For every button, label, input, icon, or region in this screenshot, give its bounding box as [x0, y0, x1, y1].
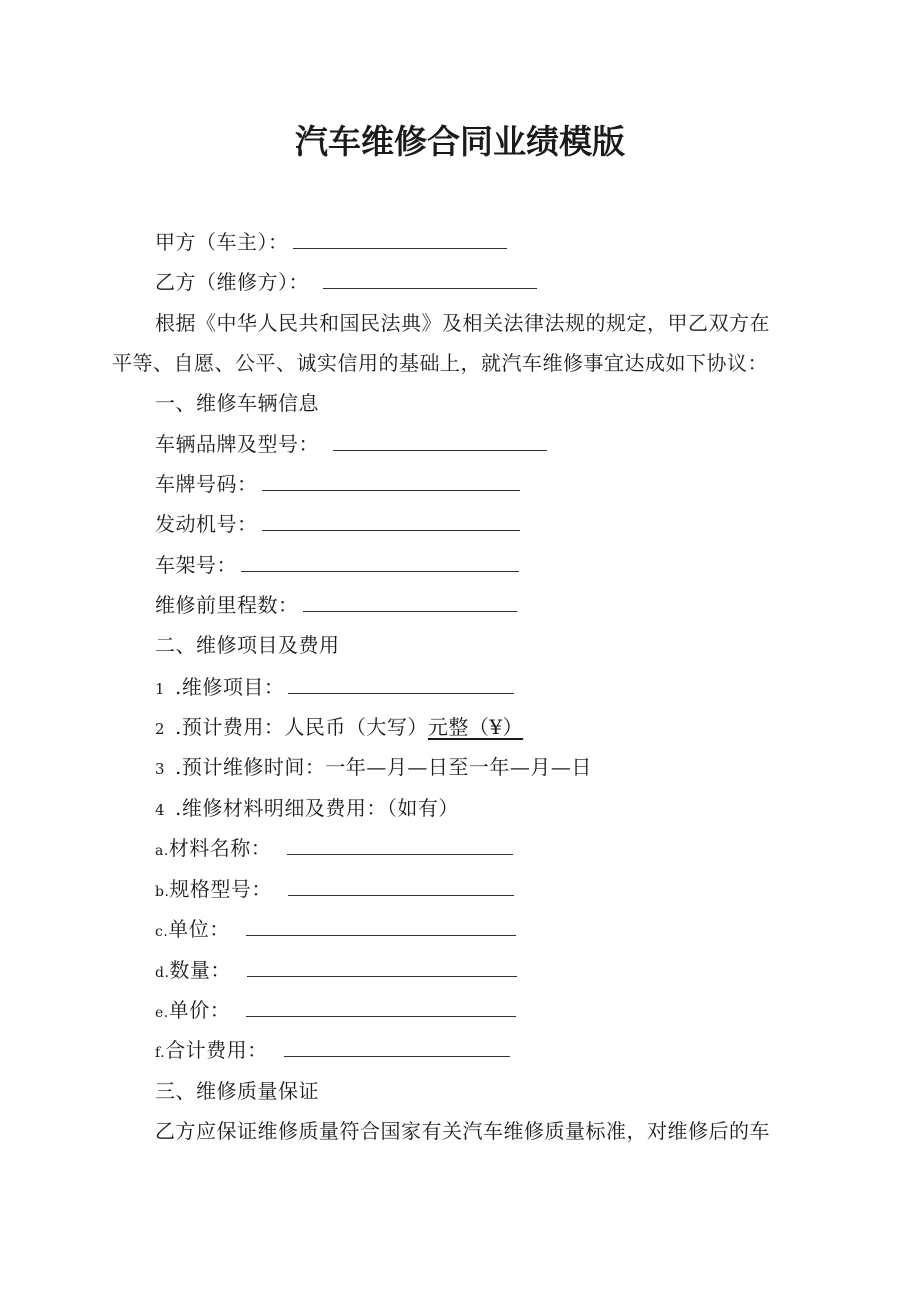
- item-1-number: 1: [155, 680, 166, 698]
- plate-number-label: 车牌号码：: [155, 472, 258, 496]
- material-name-label: 材料名称：: [168, 836, 272, 860]
- material-quantity-line: [155, 956, 517, 987]
- intro-line-1: 根据《中华人民共和国民法典》及相关法律法规的规定，甲乙双方在: [155, 311, 770, 335]
- material-spec-label: 规格型号：: [169, 877, 272, 901]
- item-3-line: [155, 753, 592, 783]
- material-price-letter: e.: [155, 1005, 169, 1021]
- material-total-blank: [284, 1036, 510, 1057]
- party-a-blank: [293, 228, 507, 249]
- vehicle-brand-line: [155, 430, 547, 458]
- material-unit-letter: c.: [155, 924, 169, 940]
- intro-line-2: 平等、自愿、公平、诚实信用的基础上，就汽车维修事宜达成如下协议：: [112, 351, 768, 375]
- section2-heading: 二、维修项目及费用: [155, 633, 340, 657]
- material-total-letter: f.: [155, 1045, 166, 1061]
- section3-paragraph: 乙方应保证维修质量符合国家有关汽车维修质量标准，对维修后的车: [155, 1119, 770, 1143]
- material-name-line: [155, 834, 513, 865]
- material-price-line: [155, 996, 516, 1027]
- material-unit-blank: [246, 915, 516, 936]
- plate-number-blank: [262, 470, 520, 491]
- party-a-label: 甲方（车主）：: [155, 230, 289, 254]
- material-total-label: 合计费用：: [165, 1038, 268, 1062]
- material-spec-letter: b.: [155, 884, 170, 900]
- party-b-label: 乙方（维修方）：: [155, 270, 309, 294]
- plate-number-line: [155, 470, 520, 498]
- material-quantity-letter: d.: [155, 965, 170, 981]
- section1-heading: 一、维修车辆信息: [155, 391, 319, 415]
- engine-number-line: [155, 510, 520, 538]
- vehicle-brand-blank: [333, 430, 547, 451]
- material-name-letter: a.: [155, 843, 169, 859]
- item-1-line: [155, 673, 514, 703]
- item-1-text: .维修项目：: [175, 675, 285, 699]
- material-spec-blank: [288, 875, 514, 896]
- material-unit-line: [155, 915, 516, 946]
- mileage-line: [155, 591, 517, 619]
- material-price-blank: [246, 996, 516, 1017]
- item-3-number: 3: [155, 760, 166, 778]
- vehicle-brand-label: 车辆品牌及型号：: [155, 432, 319, 456]
- frame-number-blank: [241, 551, 519, 572]
- item-1-blank: [288, 673, 514, 694]
- material-total-line: [155, 1036, 510, 1067]
- engine-number-blank: [262, 510, 520, 531]
- item-2-text: .预计费用：人民币（大写）: [175, 715, 428, 739]
- party-b-line: [155, 268, 537, 296]
- party-a-line: [155, 228, 507, 256]
- frame-number-label: 车架号：: [155, 553, 237, 577]
- engine-number-label: 发动机号：: [155, 512, 258, 536]
- material-spec-line: [155, 875, 514, 906]
- party-b-blank: [323, 268, 537, 289]
- mileage-blank: [303, 591, 517, 612]
- item-2-line: [155, 713, 523, 743]
- item-4-number: 4: [155, 801, 166, 819]
- material-quantity-label: 数量：: [169, 958, 231, 982]
- item-4-text: .维修材料明细及费用：（如有）: [175, 796, 459, 820]
- material-unit-label: 单位：: [168, 917, 230, 941]
- material-name-blank: [287, 834, 513, 855]
- item-3-text: .预计维修时间：一年—月—日至一年—月—日: [175, 755, 592, 779]
- item-2-number: 2: [155, 720, 166, 738]
- item-2-suffix: 元整（¥）: [427, 715, 524, 739]
- section3-heading: 三、维修质量保证: [155, 1079, 319, 1103]
- item-4-line: [155, 794, 459, 824]
- material-price-label: 单价：: [168, 998, 231, 1022]
- frame-number-line: [155, 551, 519, 579]
- mileage-label: 维修前里程数：: [155, 593, 299, 617]
- document-title: 汽车维修合同业绩模版: [295, 122, 625, 161]
- material-quantity-blank: [247, 956, 517, 977]
